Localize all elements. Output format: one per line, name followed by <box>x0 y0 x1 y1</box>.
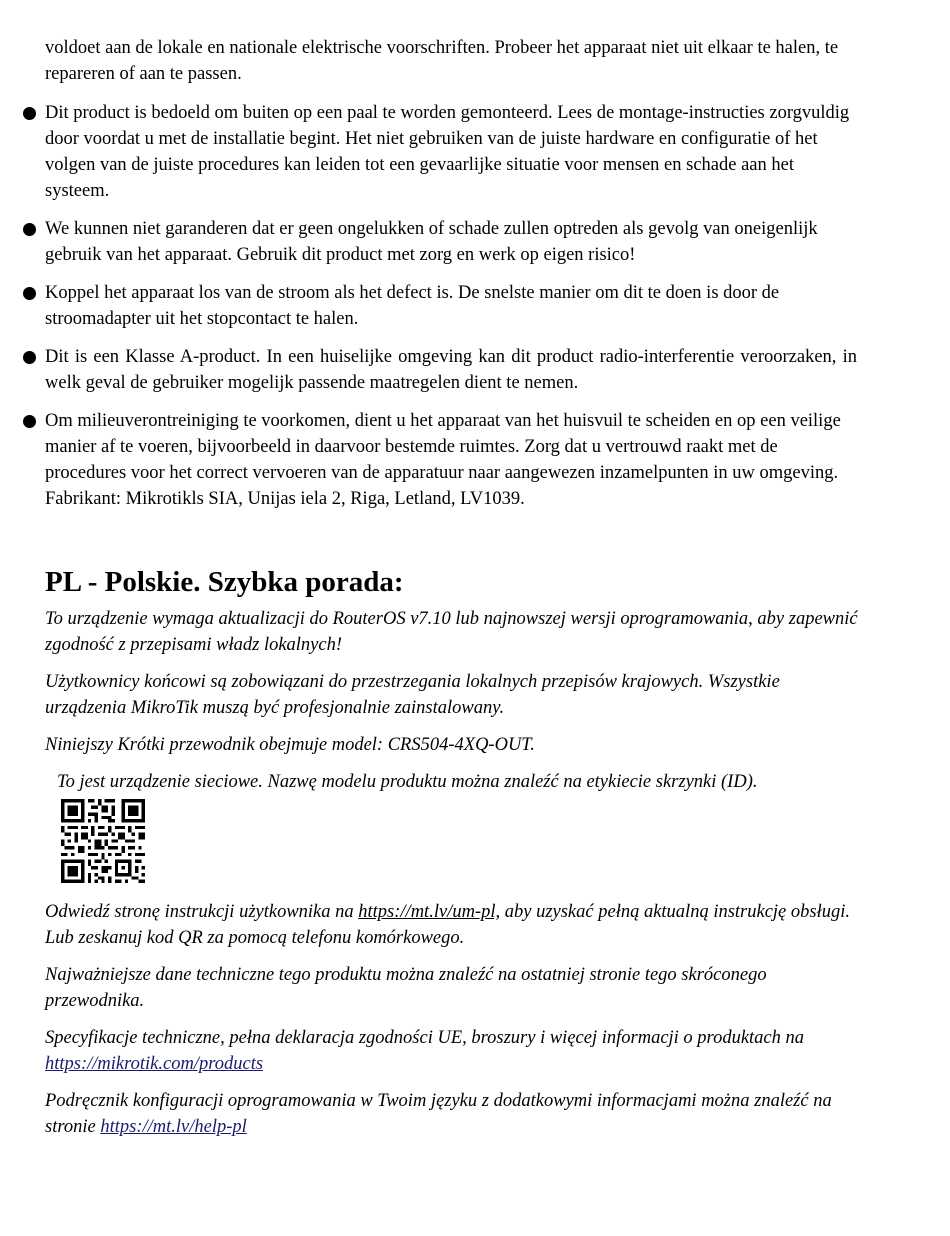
bullet-dot-icon <box>23 415 36 428</box>
regulations-notice: Użytkownicy końcowi są zobowiązani do przestrzegania lokalnych przepisów krajowych. Wszystkie urządzenia MikroTik muszą być profesjonalnie zainstalowany. <box>45 672 780 718</box>
bullet-item-power <box>0 280 857 332</box>
tech-data-notice: Najważniejsze dane techniczne tego produktu można znaleźć na ostatniej stronie tego skróconego przewodnika. <box>45 965 767 1011</box>
safety-bullet-list <box>0 100 950 524</box>
qr-code-icon <box>61 799 145 883</box>
bullet-dot-icon <box>23 223 36 236</box>
specifications-paragraph <box>45 1025 860 1077</box>
continuation-paragraph: voldoet aan de lokale en nationale elektrische voorschriften. Probeer het apparaat niet uit elkaar te halen, te repareren of aan te passen. <box>45 38 839 84</box>
bullet-dot-icon <box>23 287 36 300</box>
bullet-text: Dit product is bedoeld om buiten op een paal te worden gemonteerd. Lees de montage-instructies zorgvuldig door voordat u met de installatie begint. Het niet gebruiken van de juiste hardware en configuratie of het volgen van de juiste procedures kan leiden tot een gevaarlijke situatie voor mensen en schade aan het systeem. <box>45 103 850 201</box>
bullet-item-class-a <box>0 344 857 396</box>
bullet-text: Om milieuverontreiniging te voorkomen, dient u het apparaat van het huisvuil te scheiden en op een veilige manier af te voeren, bijvoorbeeld in daarvoor bestemde ruimtes. Zorg dat u vertrouwd raakt met de procedures voor het correct vervoeren van de apparatuur naar aangewezen inzamelpunten in uw omgeving. <box>45 411 841 483</box>
bullet-dot-icon <box>23 351 36 364</box>
device-id-notice: To jest urządzenie sieciowe. Nazwę modelu produktu można znaleźć na etykiecie skrzynki (ID). <box>57 772 758 792</box>
user-manual-link[interactable]: https://mt.lv/um-pl, <box>358 902 501 922</box>
configuration-manual-text: Podręcznik konfiguracji oprogramowania w Twoim języku z dodatkowymi informacjami można znaleźć na stronie <box>45 1091 832 1137</box>
bullet-text: We kunnen niet garanderen dat er geen ongelukken of schade zullen optreden als gevolg van oneigenlijk gebruik van het apparaat. Gebruik dit product met zorg en werk op eigen risico! <box>45 219 818 265</box>
manufacturer-line <box>0 486 857 512</box>
routeros-notice: To urządzenie wymaga aktualizacji do RouterOS v7.10 lub najnowszej wersji oprogramowania, aby zapewnić zgodność z przepisami władz lokalnych! <box>45 609 858 655</box>
user-manual-text-after: aby uzyskać pełną aktualną instrukcję obsługi. Lub zeskanuj kod QR za pomocą telefonu komórkowego. <box>45 902 851 948</box>
products-link[interactable]: https://mikrotik.com/products <box>45 1054 264 1074</box>
polish-section <box>45 564 860 1151</box>
bullet-dot-icon <box>23 107 36 120</box>
bullet-item-accidents <box>0 216 857 268</box>
bullet-item-environment <box>0 408 857 486</box>
bullet-item-mounting <box>0 100 857 204</box>
section-heading: PL - Polskie. Szybka porada: <box>45 566 404 598</box>
bullet-text: Koppel het apparaat los van de stroom als het defect is. De snelste manier om dit te doen is door de stroomadapter uit het stopcontact te halen. <box>45 283 780 329</box>
user-manual-paragraph <box>45 899 860 951</box>
configuration-manual-paragraph <box>45 1088 860 1140</box>
help-link[interactable]: https://mt.lv/help-pl <box>100 1117 247 1137</box>
manufacturer-text: Fabrikant: Mikrotikls SIA, Unijas iela 2, Riga, Letland, LV1039. <box>45 489 525 509</box>
specifications-text: Specyfikacje techniczne, pełna deklaracja zgodności UE, broszury i więcej informacji o produktach na <box>45 1028 805 1048</box>
model-notice: Niniejszy Krótki przewodnik obejmuje model: CRS504-4XQ-OUT. <box>45 735 535 755</box>
bullet-text: Dit is een Klasse A-product. In een huiselijke omgeving kan dit product radio-interferentie veroorzaken, in welk geval de gebruiker mogelijk passende maatregelen dient te nemen. <box>45 347 857 393</box>
user-manual-text-before: Odwiedź stronę instrukcji użytkownika na <box>45 902 359 922</box>
